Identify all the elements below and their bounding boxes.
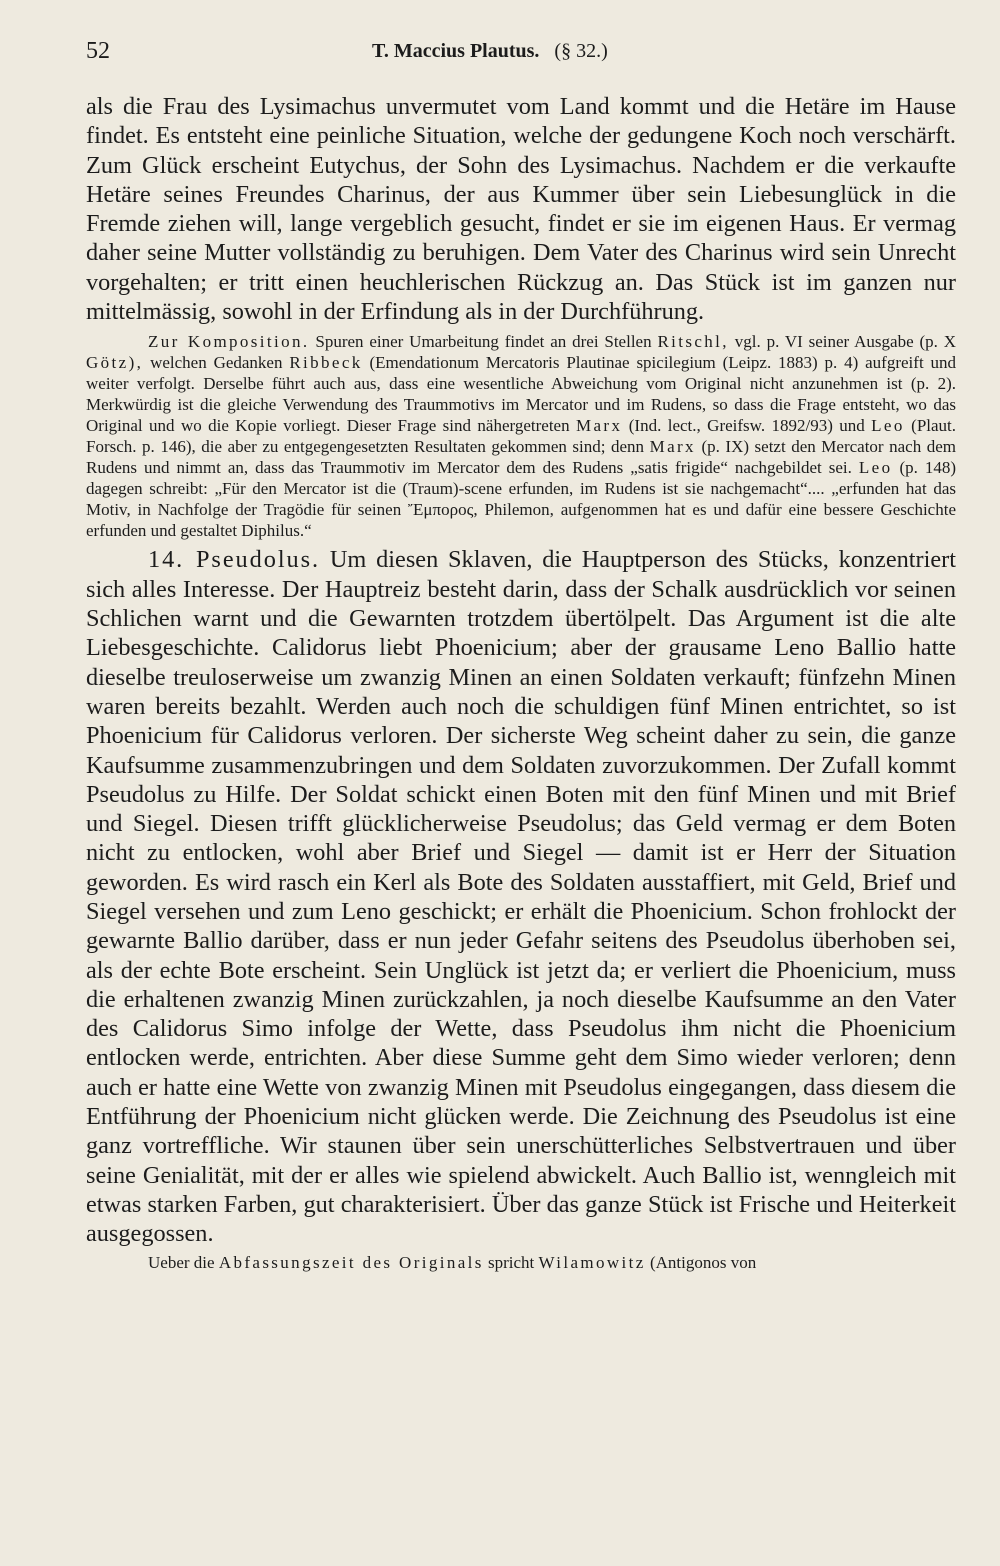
note-name: Wilamowitz xyxy=(538,1252,646,1272)
running-head-section: (§ 32.) xyxy=(554,40,608,62)
pseudolus-text: Um diesen Sklaven, die Hauptperson des Stücks, konzentriert sich alles Interesse. Der Hauptreiz besteht darin, dass der Schalk ausdrücklich vor seinen Schlichen warnt und die Gewarnten trotzdem übertölpelt. Das Argument ist die alte Liebesgeschichte. Calidorus liebt Phoenicium; aber der grausame Leno Ballio hatte dieselbe treuloserweise um zwanzig Minen an einen Soldaten verkauft; fünfzehn Minen waren bereits bezahlt. Werden auch noch die schuldigen fünf Minen entrichtet, so ist Phoenicium für Calidorus verloren. Der sicherste Weg scheint daher zu sein, die ganze Kaufsumme zusammenzubringen und dem Soldaten zuvorzukommen. Der Zufall kommt Pseudolus zu Hilfe. Der Soldat schickt einen Boten mit den fünf Minen und mit Brief und Siegel. Diesen trifft glücklicherweise Pseudolus; das Geld vermag er dem Boten nicht zu entlocken, wohl aber Brief und Siegel — damit ist er Herr der Situation geworden. Es wird rasch ein Kerl als Bote des Soldaten ausstaffiert, mit Geld, Brief und Siegel versehen und zum Leno geschickt; er erhält die Phoenicium. Schon frohlockt der gewarnte Ballio darüber, dass er nun jeder Gefahr seitens des Pseudolus überhoben sei, als der echte Bote erscheint. Sein Unglück ist jetzt da; er verliert die Phoenicium, muss die erhaltenen zwanzig Minen zurückzahlen, ja noch dieselbe Kaufsumme an den Vater des Calidorus Simo infolge der Wette, dass Pseudolus ihm nicht die Phoenicium entlocken werde, entrichten. Aber diese Summe geht dem Simo wieder verloren; denn auch er hatte eine Wette von zwanzig Minen mit Pseudolus eingegangen, dass diesem die Entführung der Phoenicium nicht glücken werde. Die Zeichnung des Pseudolus ist eine ganz vortreffliche. Wir staunen über sein unerschütterliches Selbstvertrauen und über seine Genialität, mit der er alles wie spielend abwickelt. Auch Ballio ist, wenngleich mit etwas starken Farben, gut charakterisiert. Über das ganze Stück ist Frische und Heiterkeit ausgegossen. xyxy=(86,546,956,1248)
note-greek-title: Ἔμπορος, xyxy=(408,499,478,519)
note-text: (Plaut. Forsch. p. 146), die aber zu entgegengesetzten Resultaten gekommen sind; denn xyxy=(86,416,957,456)
page-header xyxy=(86,38,956,76)
note-emphasis: Abfassungszeit des Originals xyxy=(218,1252,484,1272)
note-text: (p. 148) dagegen schreibt: „Für den Mercator ist die (Traum)-scene erfunden, im Rudens ist sie nachgemacht“.... „erfunden hat das Motiv, in Nachfolge der Tragödie für seinen xyxy=(86,457,957,519)
running-head xyxy=(372,40,608,63)
note-text: (Emendationum Mercatoris Plautinae spicilegium (Leipz. 1883) p. 4) aufgreift und weiter verfolgt. Derselbe führt auch aus, dass eine wesentliche Abweichung vom Original nicht anzunehmen ist (p. 2). Merkwürdig ist die gleiche Verwendung des Traummotivs im Mercator und im Rudens, so dass die Frage entsteht, wo das Original und wo die Kopie vorliegt. Dieser Frage sind nähergetreten xyxy=(86,353,957,435)
note-name: Ritschl, xyxy=(657,332,729,352)
note-name: Leo xyxy=(858,457,893,477)
page-number: 52 xyxy=(86,38,110,64)
note-text: Ueber die xyxy=(148,1252,215,1272)
note-text: welchen Gedanken xyxy=(150,353,283,373)
note-text: (p. IX) setzt den Mercator nach dem Rudens und nimmt an, dass das Traummotiv im Mercator dem des Rudens „satis frigide“ nachgebildet sei. xyxy=(86,436,957,477)
main-paragraph-pseudolus xyxy=(86,545,956,1248)
section-heading-pseudolus: 14. Pseudolus. xyxy=(148,546,321,574)
footnote-komposition xyxy=(86,332,956,541)
note-name: Leo xyxy=(871,416,905,435)
main-paragraph-1: als die Frau des Lysimachus unvermutet vom Land kommt und die Hetäre im Hause findet. Es entsteht eine peinliche Situation, welche der gedungene Koch noch verschärft. Zum Glück erscheint Eutychus, der Sohn des Lysimachus. Nachdem er die verkaufte Hetäre seines Freundes Charinus, der aus Kummer über sein Liebesunglück in die Fremde ziehen will, lange vergeblich gesucht, findet er sie im eigenen Haus. Er vermag daher seine Mutter vollständig zu beruhigen. Dem Vater des Charinus wird sein Unrecht vorgehalten; er tritt einen heuchlerischen Rückzug an. Das Stück ist im ganzen nur mittelmässig, sowohl in der Erfindung als in der Durchführung. xyxy=(86,93,956,326)
note-name: Marx xyxy=(576,416,623,435)
note-text: Philemon, aufgenommen hat es und dafür eine bessere Geschichte erfunden und gestaltet Diphilus.“ xyxy=(86,499,956,540)
running-head-author: T. Maccius Plautus. xyxy=(372,40,540,62)
note-name: Ribbeck xyxy=(289,353,363,373)
note-text: (Ind. lect., Greifsw. 1892/93) und xyxy=(628,416,865,435)
note-name: Marx xyxy=(649,436,696,456)
note-text: spricht xyxy=(488,1252,535,1272)
note-text: Spuren einer Umarbeitung findet an drei Stellen xyxy=(315,332,652,352)
note-text: (Antigonos von xyxy=(649,1252,757,1272)
note-name: Götz), xyxy=(86,353,144,373)
note-label: Zur Komposition. xyxy=(148,332,310,352)
note-text: vgl. p. VI seiner Ausgabe (p. X xyxy=(734,332,956,352)
page-content xyxy=(86,92,956,1277)
footnote-abfassungszeit xyxy=(86,1253,956,1274)
